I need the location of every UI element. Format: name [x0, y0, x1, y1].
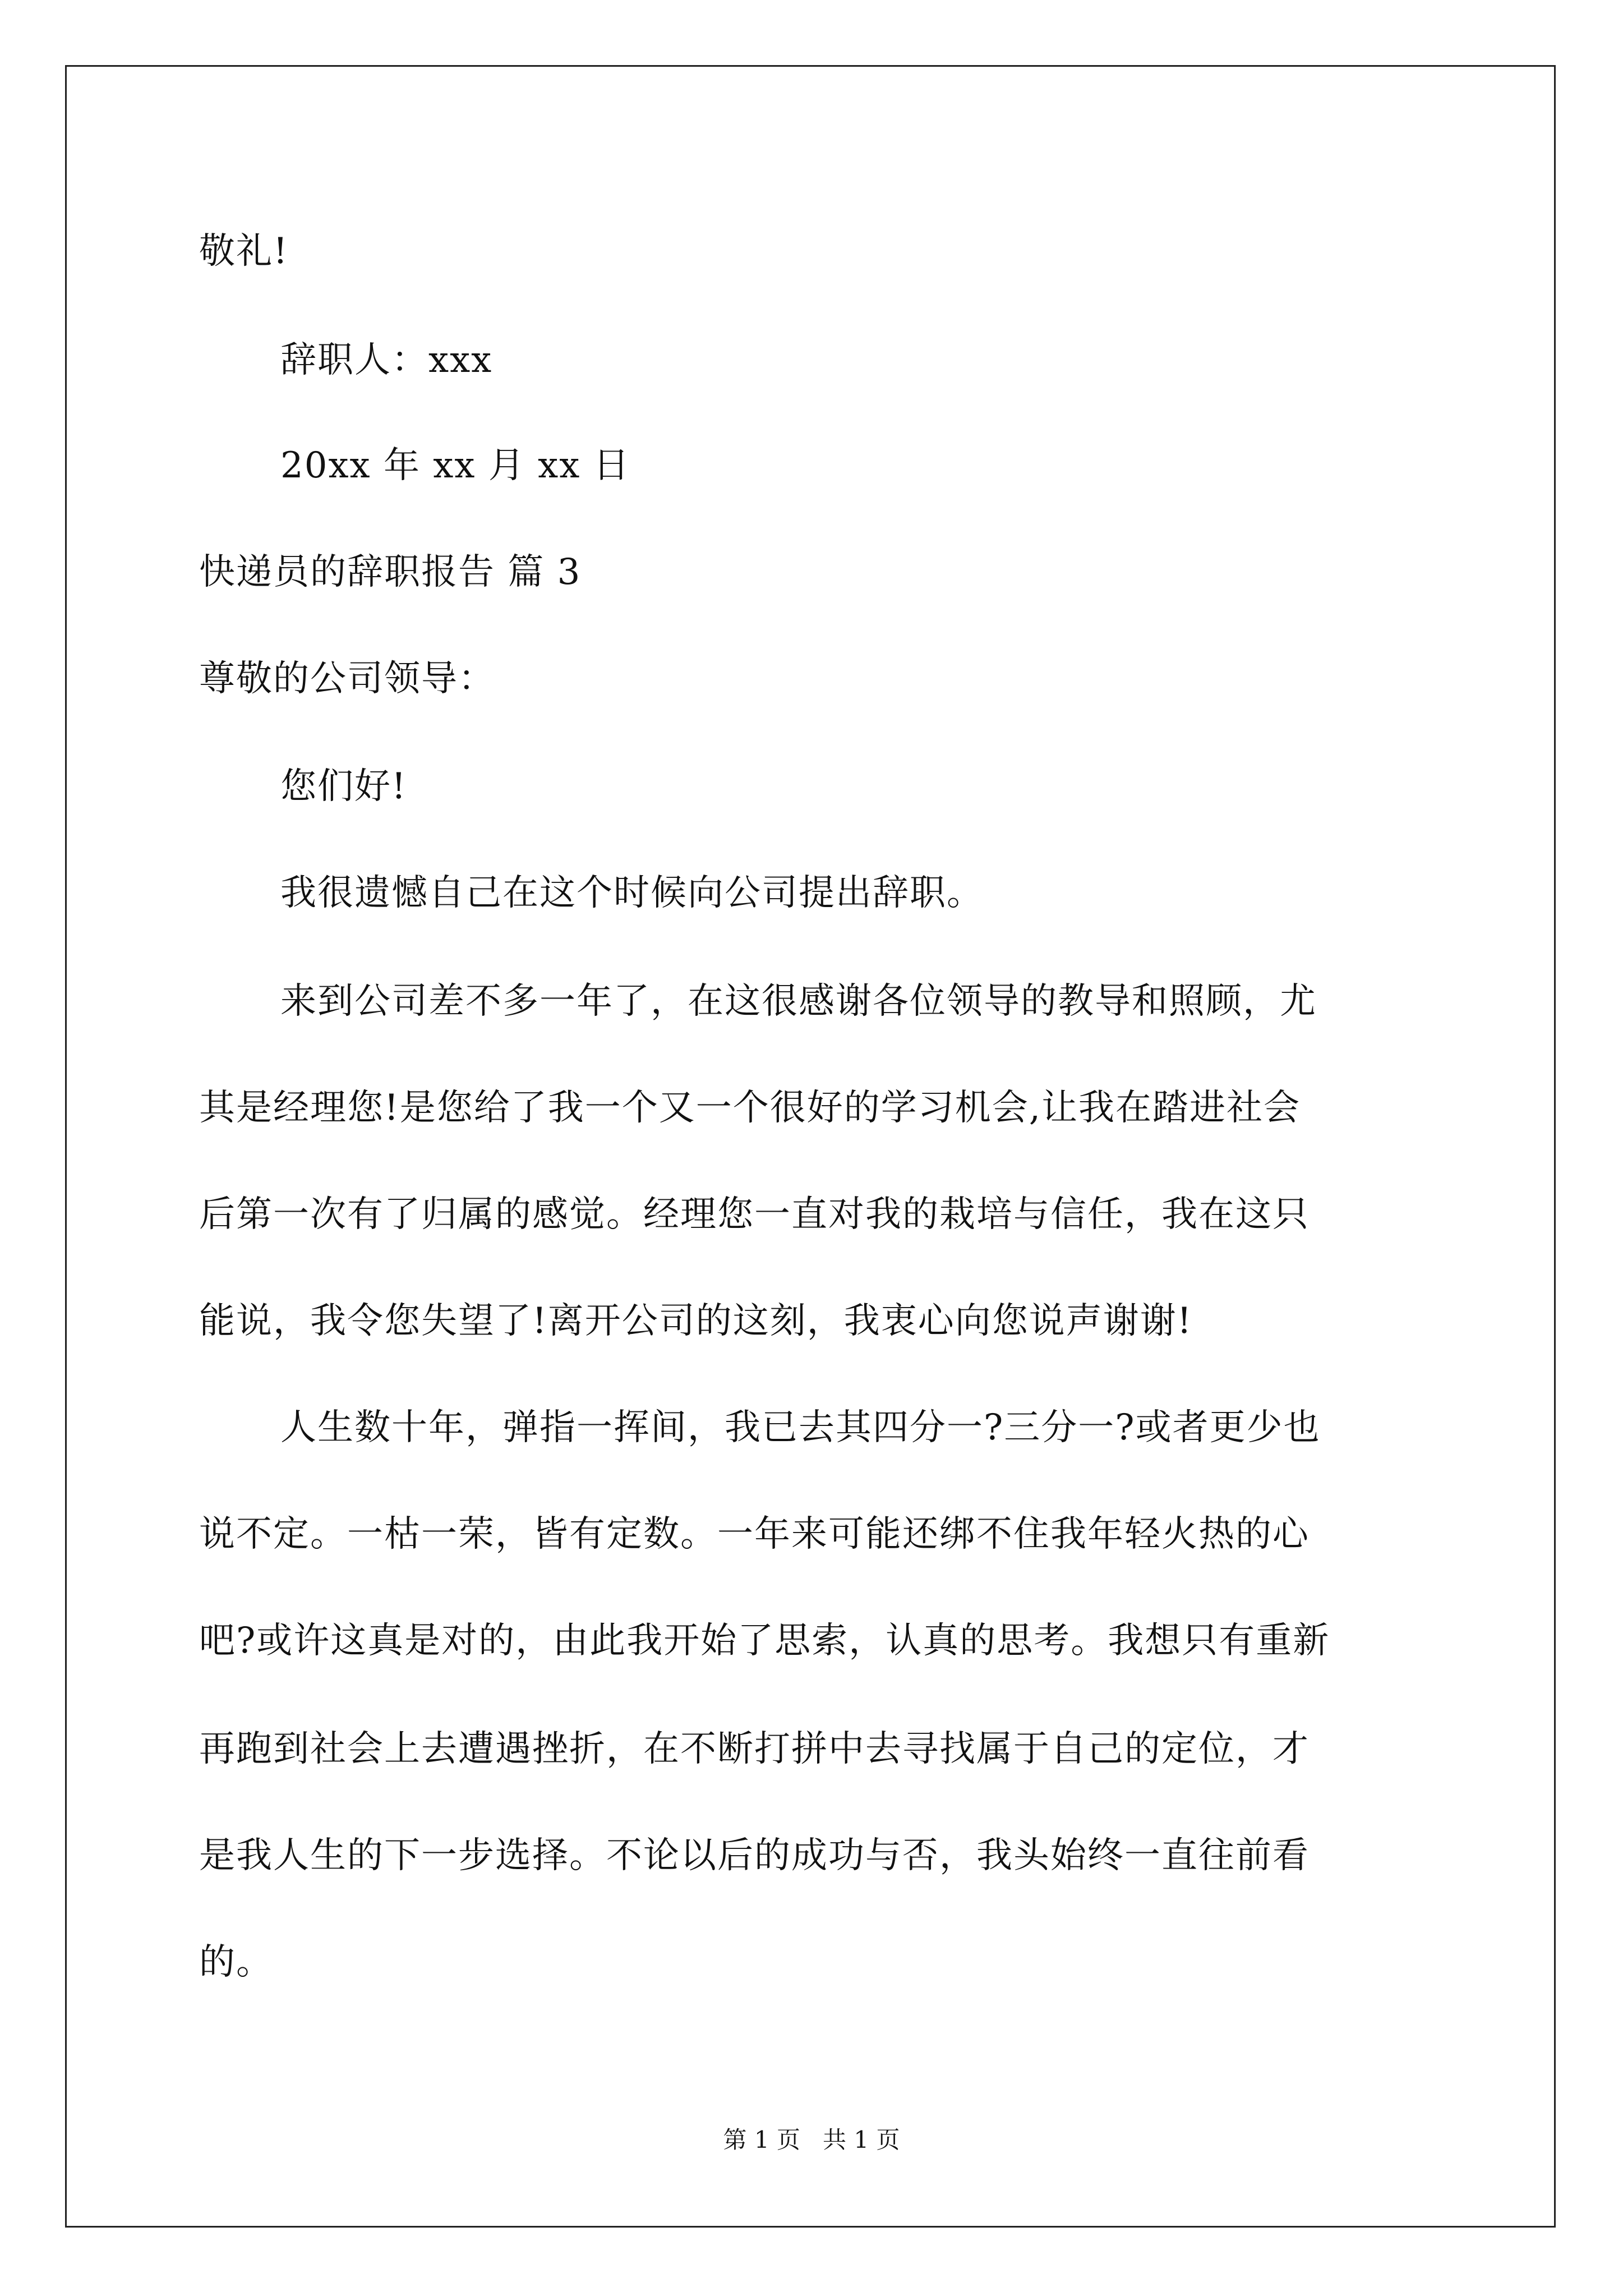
resigner-signature: 辞职人：xxx	[280, 339, 493, 381]
page-border	[65, 65, 1556, 2228]
section-heading: 快递员的辞职报告 篇 3	[199, 551, 582, 593]
signature-date: 20xx 年 xx 月 xx 日	[280, 445, 630, 486]
paragraph-3-line-2: 说不定。一枯一荣，皆有定数。一年来可能还绑不住我年轻火热的心	[199, 1513, 1310, 1555]
page-number-footer: 第 1 页 共 1 页	[723, 2126, 900, 2154]
paragraph-2-line-2: 其是经理您!是您给了我一个又一个很好的学习机会,让我在踏进社会	[199, 1087, 1301, 1129]
paragraph-3-line-4: 再跑到社会上去遭遇挫折，在不断打拼中去寻找属于自己的定位，才	[199, 1728, 1310, 1770]
paragraph-3-line-3: 吧?或许这真是对的，由此我开始了思索，认真的思考。我想只有重新	[199, 1620, 1330, 1662]
closing-salutation: 敬礼!	[199, 231, 289, 272]
paragraph-2-line-1: 来到公司差不多一年了，在这很感谢各位领导的教导和照顾，尤	[280, 981, 1317, 1022]
paragraph-3-line-5: 是我人生的下一步选择。不论以后的成功与否，我头始终一直往前看	[199, 1835, 1310, 1876]
paragraph-2-line-4: 能说，我令您失望了!离开公司的这刻，我衷心向您说声谢谢!	[199, 1300, 1193, 1342]
paragraph-3-line-6: 的。	[199, 1941, 273, 1983]
letter-salutation: 尊敬的公司领导：	[199, 658, 495, 700]
paragraph-2-line-3: 后第一次有了归属的感觉。经理您一直对我的栽培与信任，我在这只	[199, 1194, 1310, 1235]
paragraph-1: 我很遗憾自己在这个时候向公司提出辞职。	[280, 872, 984, 914]
paragraph-3-line-1: 人生数十年，弹指一挥间，我已去其四分一?三分一?或者更少也	[280, 1407, 1321, 1448]
greeting: 您们好!	[280, 766, 407, 807]
